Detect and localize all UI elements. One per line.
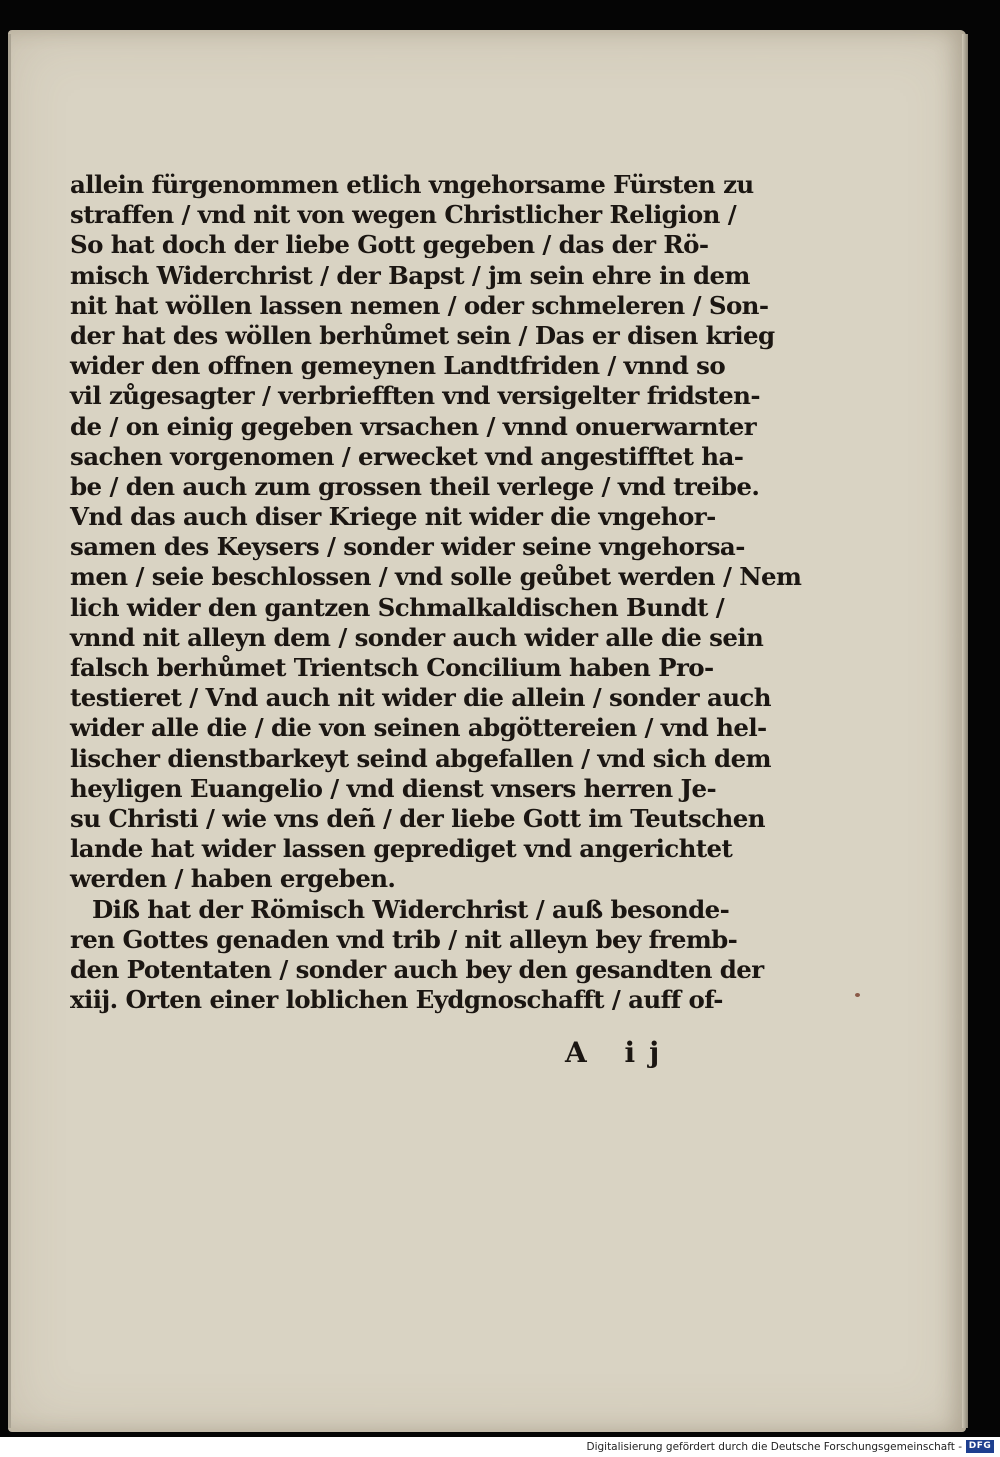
text-line: be / den auch zum grossen theil verlege / vnd treibe.: [70, 471, 760, 501]
text-line: wider alle die / die von seinen abgöttereien / vnd hel-: [70, 713, 767, 743]
body-text: [70, 170, 802, 1015]
text-line: testieret / Vnd auch nit wider die allein / sonder auch: [70, 683, 771, 713]
paper-speck: [855, 993, 860, 997]
text-line: ren Gottes genaden vnd trib / nit alleyn bey fremb-: [70, 924, 738, 954]
text-line: Diß hat der Römisch Widerchrist / auß besonde-: [92, 894, 730, 924]
text-line: men / seie beschlossen / vnd solle geůbet werden / Nem: [70, 562, 802, 592]
text-line: wider den offnen gemeynen Landtfriden / vnnd so: [70, 351, 726, 381]
text-line: lischer dienstbarkeyt seind abgefallen / vnd sich dem: [70, 743, 771, 773]
dfg-logo-icon[interactable]: DFG: [966, 1440, 994, 1453]
text-line: werden / haben ergeben.: [70, 864, 396, 894]
text-line: de / on einig gegeben vrsachen / vnnd onuerwarnter: [70, 411, 757, 441]
text-line: straffen / vnd nit von wegen Christlicher Religion /: [70, 200, 737, 230]
page-edge-left: [8, 34, 11, 1428]
text-line: der hat des wöllen berhůmet sein / Das er disen krieg: [70, 320, 775, 350]
text-line: falsch berhůmet Trientsch Concilium haben Pro-: [70, 653, 714, 682]
signature-mark: A ij: [565, 1036, 674, 1069]
text-line: So hat doch der liebe Gott gegeben / das der Rö-: [70, 230, 709, 260]
text-line: samen des Keysers / sonder wider seine vngehorsa-: [70, 532, 745, 562]
text-line: vil zůgesagter / verbriefften vnd versigelter fridsten-: [70, 381, 760, 411]
text-line: misch Widerchrist / der Bapst / jm sein ehre in dem: [70, 260, 750, 290]
text-line: xiij. Orten einer loblichen Eydgnoschafft / auff of-: [70, 985, 723, 1015]
text-line: Vnd das auch diser Kriege nit wider die vngehor-: [70, 502, 716, 532]
text-line: lande hat wider lassen geprediget vnd angerichtet: [70, 834, 733, 864]
text-line: su Christi / wie vns deñ / der liebe Gott im Teutschen: [70, 803, 765, 833]
page-edge-right: [962, 34, 968, 1428]
text-line: sachen vorgenomen / erwecket vnd angestifftet ha-: [70, 441, 744, 471]
footer-credit: Digitalisierung gefördert durch die Deutsche Forschungsgemeinschaft -: [586, 1441, 962, 1453]
text-line: nit hat wöllen lassen nemen / oder schmeleren / Son-: [70, 290, 769, 320]
text-line: den Potentaten / sonder auch bey den gesandten der: [70, 954, 764, 984]
text-line: heyligen Euangelio / vnd dienst vnsers herren Je-: [70, 773, 717, 803]
text-line: allein fürgenommen etlich vngehorsame Fürsten zu: [70, 170, 754, 199]
text-line: vnnd nit alleyn dem / sonder auch wider alle die sein: [70, 622, 764, 652]
text-line: lich wider den gantzen Schmalkaldischen Bundt /: [70, 592, 725, 622]
